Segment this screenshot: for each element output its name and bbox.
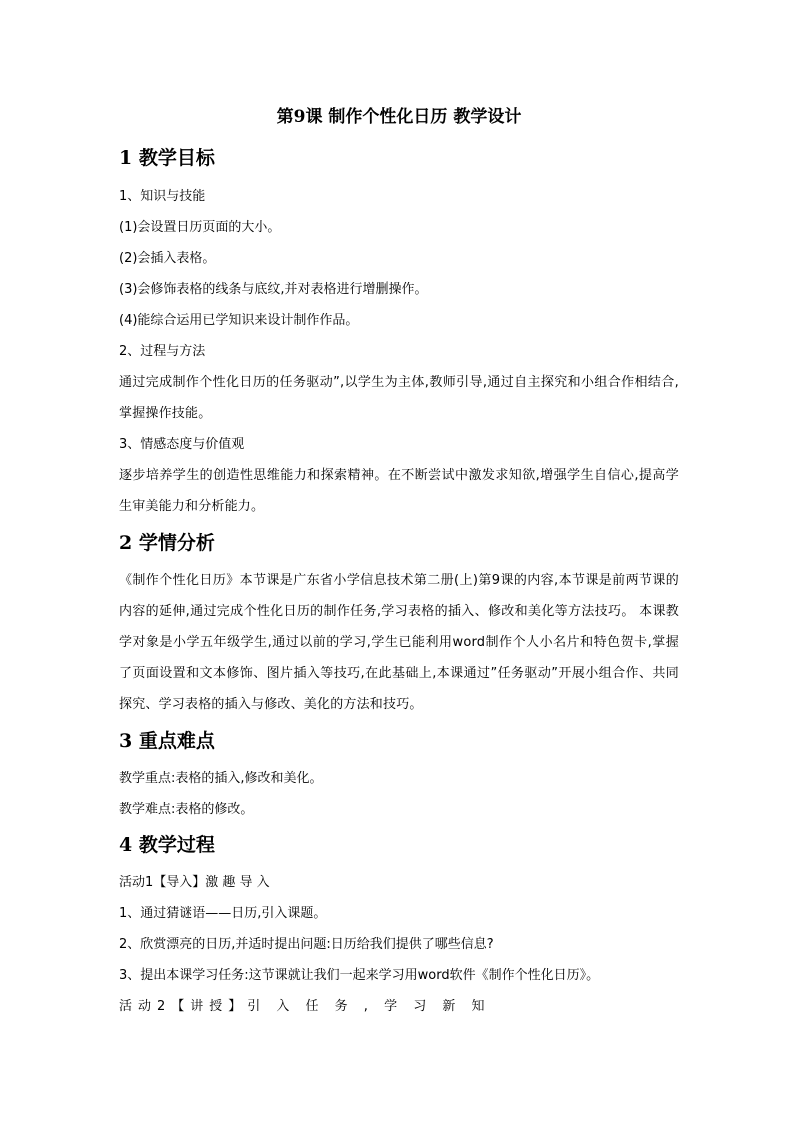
document-title: 第9课 制作个性化日历 教学设计 xyxy=(276,107,522,127)
knowledge-item-1: (1)会设置日历页面的大小。 xyxy=(119,220,281,235)
activity-2-label: 活动2【讲授】引 入 任 务 , 学 习 新 知 xyxy=(119,999,491,1014)
activity-1-item-3: 3、提出本课学习任务:这节课就让我们一起来学习用word软件《制作个性化日历》。 xyxy=(119,968,600,983)
knowledge-item-3: (3)会修饰表格的线条与底纹,并对表格进行增删操作。 xyxy=(119,282,428,297)
section-heading-analysis: 2 学情分析 xyxy=(119,532,215,554)
activity-1-item-2: 2、欣赏漂亮的日历,并适时提出问题:日历给我们提供了哪些信息? xyxy=(119,937,494,952)
section-heading-process: 4 教学过程 xyxy=(119,834,215,856)
key-focus: 教学重点:表格的插入,修改和美化。 xyxy=(119,771,323,786)
knowledge-item-2: (2)会插入表格。 xyxy=(119,251,216,266)
process-method-text: 通过完成制作个性化日历的任务驱动”,以学生为主体,教师引导,通过自主探究和小组合作相结合,掌握操作技能。 xyxy=(119,375,679,421)
emotion-text: 逐步培养学生的创造性思维能力和探索精神。在不断尝试中激发求知欲,增强学生自信心,提高学生审美能力和分析能力。 xyxy=(119,468,679,514)
knowledge-label: 1、知识与技能 xyxy=(119,189,206,204)
section-heading-keypoints: 3 重点难点 xyxy=(119,730,215,752)
activity-1-label: 活动1【导入】激 趣 导 入 xyxy=(119,875,270,890)
knowledge-item-4: (4)能综合运用已学知识来设计制作作品。 xyxy=(119,313,359,328)
process-method-label: 2、过程与方法 xyxy=(119,344,206,359)
analysis-text: 《制作个性化日历》本节课是广东省小学信息技术第二册(上)第9课的内容,本节课是前两节课的内容的延伸,通过完成个性化日历的制作任务,学习表格的插入、修改和美化等方法技巧。 本课教学对象是小学五年级学生,通过以前的学习,学生已能利用word制作个人小名片和特色贺卡,掌握了页面设置和文本修饰、图片插入等技巧,在此基础上,本课通过”任务驱动”开展小组合作、共同探究、学习表格的插入与修改、美化的方法和技巧。 xyxy=(119,573,679,712)
section-heading-goals: 1 教学目标 xyxy=(119,147,215,169)
activity-1-item-1: 1、通过猜谜语——日历,引入课题。 xyxy=(119,906,327,921)
key-difficulty: 教学难点:表格的修改。 xyxy=(119,802,254,817)
emotion-label: 3、情感态度与价值观 xyxy=(119,437,245,452)
